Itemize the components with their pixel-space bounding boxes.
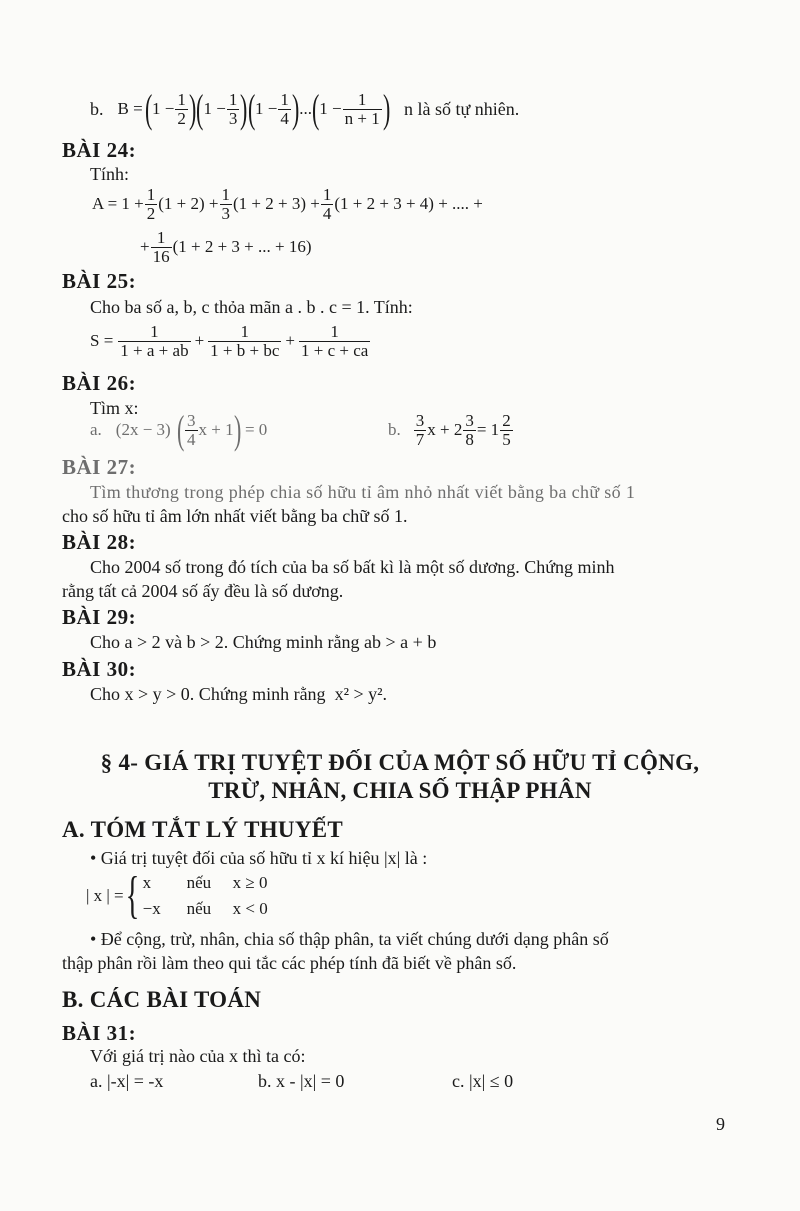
bai29-title: BÀI 29: [62,605,137,629]
section-title-line1: § 4- GIÁ TRỊ TUYỆT ĐỐI CỦA MỘT SỐ HỮU TỈ CỘNG, [100,750,700,775]
bai31-a: a. |-x| = -x [90,1071,164,1091]
bai30-line1: Cho x > y > 0. Chứng minh rằng x² > y². [90,684,388,704]
bai26-title: BÀI 26: [62,371,137,395]
bai26-b: b. 3 7 x + 2 $\frac{3}{8}$ = 1 2 5 [388,410,511,449]
bai28-line1: Cho 2004 số trong đó tích của ba số bất kì là một số dương. Chứng minh [90,557,615,577]
section-title-line2: TRỪ, NHÂN, CHIA SỐ THẬP PHÂN [208,778,592,803]
partA-bullet1: • Giá trị tuyệt đối của số hữu tỉ x kí hiệu |x| là : [90,848,428,868]
bai24-intro: Tính: [90,164,129,184]
b23-term4: 1 − [319,99,342,118]
bai31-c: c. |x| ≤ 0 [452,1071,514,1091]
partB-title: B. CÁC BÀI TOÁN [62,987,262,1012]
bai30-math: x² > y². [334,684,388,704]
b23-lhs: B = [117,99,143,118]
b23-frac3: $\frac{1}{4}$ [280,89,289,128]
bai30-title: BÀI 30: [62,657,137,681]
bai26-a: a. (2x − 3) ( 3 4 x + 1 ) = 0 [90,407,268,452]
b23-term1: 1 − [152,99,175,118]
partA-title: A. TÓM TẮT LÝ THUYẾT [62,817,344,842]
bai26-intro: Tìm x: [90,398,139,418]
bai25-intro: Cho ba số a, b, c thỏa mãn a . b . c = 1. Tính: [90,297,413,317]
bai25-formula: S = $\frac{1}{1 + a + ab}$ + $\frac{1}{1 + b + bc}$ + $\frac{1}{1 + c + ca}$ [90,321,369,360]
partA-bullet2-line1: • Để cộng, trừ, nhân, chia số thập phân, ta viết chúng dưới dạng phân số [90,929,609,949]
bai25-title: BÀI 25: [62,269,137,293]
abs-definition: | x | = { x nếu x ≥ 0 −x nếu x < 0 [86,867,268,924]
b23-frac1: $\frac{1}{2}$ [177,89,186,128]
bai24-title: BÀI 24: [62,138,137,162]
bai27-line2: cho số hữu tỉ âm lớn nhất viết bằng ba chữ số 1. [62,506,408,526]
bai31-b: b. x - |x| = 0 [258,1071,345,1091]
b23-term2: 1 − [203,99,226,118]
partA-bullet2-line2: thập phân rồi làm theo qui tắc các phép tính đã biết về phân số. [62,953,517,973]
bai31-intro: Với giá trị nào của x thì ta có: [90,1046,306,1066]
b23-term3: 1 − [255,99,278,118]
b23-row: b. B = ( 1 − $\frac{1}{2}$ ) ( 1 − $\frac{1}{3}$ ) ( 1 − $\frac{1}{4}$ ) ... ( 1 − $\frac{1}{n + 1}$ ) n là số tự nhiên. [90,86,520,131]
bai24-line2: + $\frac{1}{16}$ (1 + 2 + 3 + ... + 16) [140,227,312,266]
page-number: 9 [716,1114,725,1134]
b23-frac2: $\frac{1}{3}$ [228,89,238,128]
bai29-line1: Cho a > 2 và b > 2. Chứng minh rằng ab > a + b [90,632,437,652]
b23-note: n là số tự nhiên. [404,98,520,119]
bai28-line2: rằng tất cả 2004 số ấy đều là số dương. [62,581,344,601]
b23-frac4: $\frac{1}{n + 1}$ [344,89,380,128]
bai27-title: BÀI 27: [62,455,137,479]
bai24-line1: A = 1 + $\frac{1}{2}$ (1 + 2) + $\frac{1}{3}$ (1 + 2 + 3) + $\frac{1}{4}$ (1 + 2 + 3 + 4) + .... + [92,184,483,223]
b23-label: b. [90,98,104,119]
bai28-title: BÀI 28: [62,530,137,554]
bai31-title: BÀI 31: [62,1021,137,1045]
bai27-line1: Tìm thương trong phép chia số hữu tỉ âm nhỏ nhất viết bằng ba chữ số 1 [90,482,636,502]
b23-dots: ... [299,99,312,118]
